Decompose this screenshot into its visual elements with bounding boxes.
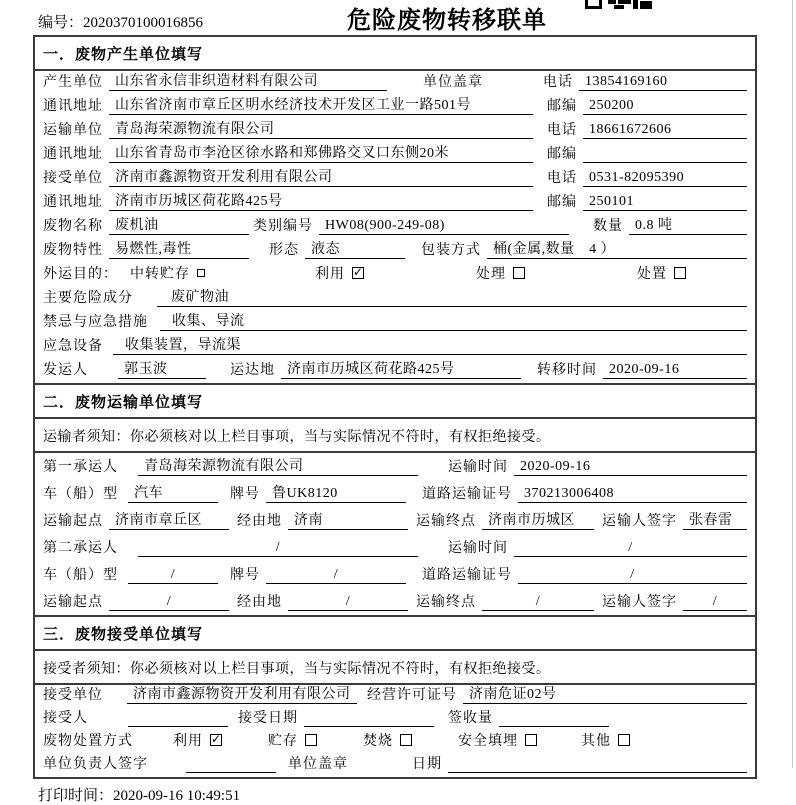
print-time — [38, 784, 796, 805]
address-label: 通讯地址 — [43, 147, 103, 162]
checkbox-disposal-other — [618, 734, 630, 746]
row-second-vehicle — [35, 561, 755, 588]
second-plate-value: / — [266, 566, 406, 584]
waste-name-value: 废机油 — [109, 217, 249, 235]
page-title: 危险废物转移联单 — [347, 7, 547, 34]
emergency-label: 禁忌与应急措施 — [43, 315, 148, 330]
row-waste-name — [35, 215, 755, 239]
checkbox-disposal-storage — [305, 734, 317, 746]
disposal-option-utilize: 利用 ✓ — [173, 732, 222, 749]
zip-label: 邮编 — [547, 99, 577, 114]
row-first-carrier — [35, 453, 755, 480]
row-receiver-address — [35, 191, 755, 215]
print-time-label: 打印时间： — [38, 788, 114, 804]
receiver-zip-value: 250101 — [583, 193, 747, 211]
row-producer-address — [35, 95, 755, 119]
section-receiver — [35, 615, 755, 777]
second-endpoint-value: / — [482, 593, 594, 611]
shipper-value: 郭玉波 — [118, 361, 206, 379]
row-receiver-person — [35, 708, 755, 731]
signed-amount-label: 签收量 — [448, 711, 493, 726]
row-disposal-method — [35, 731, 755, 754]
road-permit-label: 道路运输证号 — [422, 568, 512, 583]
row-emergency-measures — [35, 311, 755, 335]
carrier-signature-label: 运输人签字 — [602, 514, 677, 529]
destination-value: 济南市历城区荷花路425号 — [281, 361, 521, 379]
via-label: 经由地 — [237, 514, 282, 529]
waste-character-label: 废物特性 — [43, 243, 103, 258]
first-plate-value: 鲁UK8120 — [266, 485, 406, 503]
transporter-unit-label: 运输单位 — [43, 123, 103, 138]
qr-code-fragment — [585, 0, 655, 10]
form-label: 形态 — [269, 243, 299, 258]
category-value: HW08(900-249-08) — [319, 217, 569, 235]
signed-amount-value — [499, 709, 609, 727]
purpose-option-dispose: 处置 — [637, 263, 686, 283]
row-first-vehicle — [35, 480, 755, 507]
producer-address-value: 山东省济南市章丘区明水经济技术开发区工业一路501号 — [109, 97, 533, 115]
second-transport-time-value: / — [514, 539, 747, 557]
second-via-value: / — [288, 593, 408, 611]
transporter-unit-value: 青岛海荣源物流有限公司 — [109, 121, 533, 139]
scan-page-edge — [792, 0, 793, 768]
section-receiver-title: 三．废物接受单位填写 — [35, 615, 755, 651]
row-first-route — [35, 507, 755, 534]
zip-label: 邮编 — [547, 147, 577, 162]
row-waste-character — [35, 239, 755, 263]
disposal-option-landfill: 安全填埋 — [458, 730, 537, 750]
transporter-notice: 运输者须知：你必须核对以上栏目事项，当与实际情况不符时，有权拒绝接受。 — [35, 419, 755, 453]
address-label: 通讯地址 — [43, 195, 103, 210]
section-transporter-title: 二．废物运输单位填写 — [35, 383, 755, 419]
receiving-unit-value: 济南市鑫源物资开发利用有限公司 — [127, 686, 357, 704]
second-road-permit-value: / — [518, 566, 747, 584]
origin-label: 运输起点 — [43, 514, 103, 529]
origin-label: 运输起点 — [43, 595, 103, 610]
row-transporter-address — [35, 143, 755, 167]
seal-date-label: 日期 — [412, 757, 442, 772]
shipper-label: 发运人 — [43, 363, 88, 378]
receiver-person-value — [128, 709, 228, 727]
producer-unit-label: 产生单位 — [43, 75, 103, 90]
first-carrier-signature-value: 张春雷 — [683, 512, 747, 530]
row-transporter-unit — [35, 119, 755, 143]
document-number-value: 2020370100016856 — [83, 15, 204, 31]
document-header — [0, 0, 796, 35]
row-emergency-equipment — [35, 335, 755, 359]
receiving-unit-label: 接受单位 — [43, 688, 103, 703]
leader-signature-label: 单位负责人签字 — [43, 757, 148, 772]
receiver-unit-label: 接受单位 — [43, 171, 103, 186]
first-transport-time-value: 2020-09-16 — [514, 458, 747, 476]
checkbox-disposal-utilize-checked: ✓ — [210, 732, 222, 746]
checkbox-disposal-landfill — [525, 734, 537, 746]
row-leader-signature — [35, 754, 755, 777]
row-second-route — [35, 588, 755, 615]
document-number — [38, 11, 203, 32]
receive-date-value — [304, 709, 434, 727]
via-label: 经由地 — [237, 595, 282, 610]
row-hazard-component — [35, 287, 755, 311]
producer-phone-value: 13854169160 — [579, 73, 747, 91]
packing-value: 桶(金属,数量 4 ） — [487, 241, 747, 259]
transporter-address-value: 山东省青岛市李沧区徐水路和郑佛路交叉口东侧20米 — [109, 145, 533, 163]
endpoint-label: 运输终点 — [416, 514, 476, 529]
print-time-value: 2020-09-16 10:49:51 — [113, 788, 241, 804]
producer-unit-value: 山东省永信非织造材料有限公司 — [109, 73, 387, 91]
waste-name-label: 废物名称 — [43, 219, 103, 234]
transporter-phone-value: 18661672606 — [583, 121, 747, 139]
first-vehicle-type-value: 汽车 — [128, 485, 218, 503]
emergency-value: 收集、导流 — [160, 313, 747, 331]
checkbox-treat — [513, 267, 525, 279]
row-second-carrier — [35, 534, 755, 561]
disposal-option-incinerate: 焚烧 — [363, 730, 412, 750]
checkbox-dispose — [674, 267, 686, 279]
receive-date-label: 接受日期 — [238, 711, 298, 726]
quantity-value: 0.8 吨 — [629, 217, 747, 235]
hazard-label: 主要危险成分 — [43, 291, 133, 306]
second-carrier-signature-value: / — [683, 593, 747, 611]
first-carrier-value: 青岛海荣源物流有限公司 — [138, 458, 418, 476]
row-producer-unit — [35, 71, 755, 95]
section-transporter — [35, 383, 755, 615]
destination-label: 运达地 — [230, 363, 275, 378]
vehicle-type-label: 车（船）型 — [43, 568, 118, 583]
transfer-time-value: 2020-09-16 — [603, 361, 747, 379]
first-endpoint-value: 济南市历城区 — [482, 512, 594, 530]
seal-date-value — [448, 755, 747, 773]
transport-time-label: 运输时间 — [448, 541, 508, 556]
producer-zip-value: 250200 — [583, 97, 747, 115]
phone-label: 电话 — [547, 123, 577, 138]
row-receiving-unit — [35, 685, 755, 708]
packing-label: 包装方式 — [421, 243, 481, 258]
first-carrier-label: 第一承运人 — [43, 460, 118, 475]
receiver-unit-value: 济南市鑫源物资开发利用有限公司 — [109, 169, 533, 187]
vehicle-type-label: 车（船）型 — [43, 487, 118, 502]
waste-character-value: 易燃性,毒性 — [109, 241, 249, 259]
receiver-address-value: 济南市历城区荷花路425号 — [109, 193, 533, 211]
form-value: 液态 — [305, 241, 405, 259]
license-value: 济南危证02号 — [463, 686, 747, 704]
address-label: 通讯地址 — [43, 99, 103, 114]
receiver-phone-value: 0531-82095390 — [583, 169, 747, 187]
second-carrier-label: 第二承运人 — [43, 541, 118, 556]
equipment-value: 收集装置，导流渠 — [113, 337, 747, 355]
purpose-option-utilize: 利用 ✓ — [315, 265, 364, 282]
first-origin-value: 济南市章丘区 — [109, 512, 229, 530]
disposal-method-label: 废物处置方式 — [43, 734, 133, 749]
second-carrier-value: / — [138, 539, 418, 557]
plate-label: 牌号 — [230, 487, 260, 502]
document-number-label: 编号： — [38, 15, 84, 31]
second-origin-value: / — [109, 593, 229, 611]
section-producer — [35, 37, 755, 383]
disposal-option-storage: 贮存 — [268, 730, 317, 750]
row-transfer-purpose — [35, 263, 755, 287]
disposal-option-other: 其他 — [581, 730, 630, 750]
first-road-permit-value: 370213006408 — [518, 485, 747, 503]
receiver-notice: 接受者须知：你必须核对以上栏目事项，当与实际情况不符时，有权拒绝接受。 — [35, 651, 755, 685]
hazard-value: 废矿物油 — [157, 289, 747, 307]
phone-label: 电话 — [543, 75, 573, 90]
purpose-option-treat: 处理 — [476, 263, 525, 283]
category-label: 类别编号 — [253, 219, 313, 234]
second-vehicle-type-value: / — [128, 566, 218, 584]
leader-signature-value — [186, 755, 276, 773]
checkbox-utilize-checked: ✓ — [352, 265, 364, 279]
plate-label: 牌号 — [230, 568, 260, 583]
checkbox-disposal-incinerate — [400, 734, 412, 746]
purpose-option-transfer-storage: 中转贮存 — [130, 263, 205, 283]
equipment-label: 应急设备 — [43, 339, 103, 354]
transfer-time-label: 转移时间 — [537, 363, 597, 378]
checkbox-transfer-storage — [197, 269, 205, 277]
endpoint-label: 运输终点 — [416, 595, 476, 610]
receiver-person-label: 接受人 — [43, 711, 88, 726]
row-receiver-unit — [35, 167, 755, 191]
row-shipper — [35, 359, 755, 383]
transporter-zip-value — [583, 145, 747, 163]
carrier-signature-label: 运输人签字 — [602, 595, 677, 610]
section-producer-title: 一．废物产生单位填写 — [35, 37, 755, 71]
unit-seal-label: 单位盖章 — [288, 757, 348, 772]
road-permit-label: 道路运输证号 — [422, 487, 512, 502]
phone-label: 电话 — [547, 171, 577, 186]
quantity-label: 数量 — [593, 219, 623, 234]
transport-time-label: 运输时间 — [448, 460, 508, 475]
first-via-value: 济南 — [288, 512, 408, 530]
manifest-form — [33, 35, 757, 779]
unit-seal-label: 单位盖章 — [423, 75, 483, 90]
license-label: 经营许可证号 — [367, 688, 457, 703]
zip-label: 邮编 — [547, 195, 577, 210]
purpose-label: 外运目的： — [43, 267, 118, 282]
